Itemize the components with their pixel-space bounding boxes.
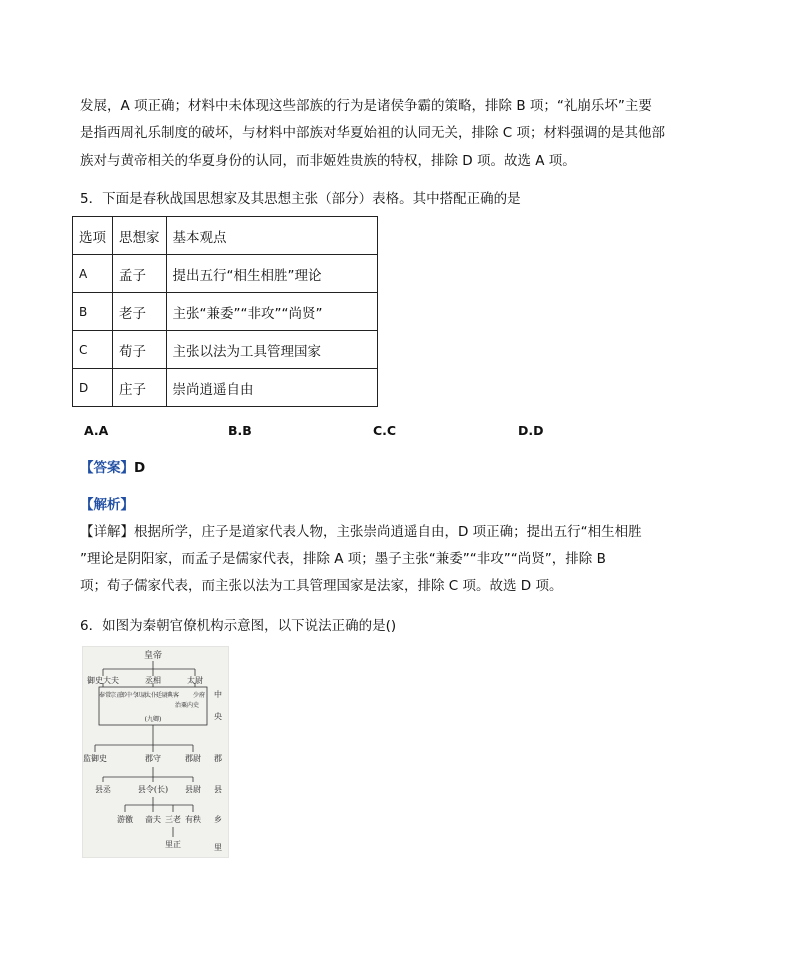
diagram-nine-minister: 治粟内史 xyxy=(174,702,200,709)
diagram-nine-ministers-label: (九卿) xyxy=(144,716,162,723)
table-header-cell: 思想家 xyxy=(113,217,167,255)
diagram-commandery-official: 监御史 xyxy=(83,754,107,763)
table-header-cell: 选项 xyxy=(73,217,113,255)
option-a: A.A xyxy=(84,423,109,438)
diagram-commandery-official: 郡守 xyxy=(145,754,161,763)
answer-label: 【答案】 xyxy=(80,460,134,476)
diagram-county-official: 县尉 xyxy=(185,785,201,794)
answer-line xyxy=(80,459,145,477)
diagram-county-official: 县令(长) xyxy=(137,785,169,794)
table-cell: 老子 xyxy=(113,293,167,331)
diagram-level-label: 央 xyxy=(214,712,222,721)
question-5-stem: 5．下面是春秋战国思想家及其思想主张（部分）表格。其中搭配正确的是 xyxy=(80,191,521,207)
table-cell: D xyxy=(73,369,113,407)
detail-line-3: 项；荀子儒家代表，而主张以法为工具管理国家是法家，排除 C 项。故选 D 项。 xyxy=(80,578,563,594)
diagram-township-official: 三老 xyxy=(165,815,181,824)
diagram-nine-minister: 廷尉 xyxy=(155,692,169,699)
diagram-nine-minister: 太仆 xyxy=(144,692,158,699)
diagram-level-label: 郡 xyxy=(214,754,222,763)
paragraph-line-2: 是指西周礼乐制度的破坏，与材料中部族对华夏始祖的认同无关，排除 C 项；材料强调的是其他部 xyxy=(80,125,666,141)
thinkers-table xyxy=(72,216,378,407)
diagram-nine-minister: 奉常 xyxy=(98,692,112,699)
diagram-level-label: 中 xyxy=(214,690,222,699)
table-cell: 提出五行“相生相胜”理论 xyxy=(166,255,377,293)
diagram-level-label: 乡 xyxy=(214,815,222,824)
detail-line-1: 【详解】根据所学，庄子是道家代表人物，主张崇尚逍遥自由，D 项正确；提出五行“相生相胜 xyxy=(80,524,642,540)
option-d: D.D xyxy=(518,423,544,438)
option-b: B.B xyxy=(228,423,252,438)
paragraph-line-3: 族对与黄帝相关的华夏身份的认同，而非姬姓贵族的特权，排除 D 项。故选 A 项。 xyxy=(80,153,576,169)
paragraph-line-1: 发展，A 项正确；材料中未体现这些部族的行为是诸侯争霸的策略，排除 B 项；“礼崩乐坏”主要 xyxy=(80,98,652,114)
table-cell: B xyxy=(73,293,113,331)
table-row xyxy=(73,255,378,293)
table-header-cell: 基本观点 xyxy=(166,217,377,255)
diagram-nine-minister: 典客 xyxy=(166,692,180,699)
diagram-central-minister: 丞相 xyxy=(145,676,161,685)
qin-bureaucracy-diagram xyxy=(82,646,229,858)
answer-value: D xyxy=(134,460,146,476)
table-cell: C xyxy=(73,331,113,369)
diagram-nine-minister: 郎中令 xyxy=(119,692,139,699)
option-c: C.C xyxy=(373,423,397,438)
table-cell: 主张以法为工具管理国家 xyxy=(166,331,377,369)
diagram-emperor: 皇帝 xyxy=(143,651,163,661)
table-row xyxy=(73,293,378,331)
diagram-township-official: 有秩 xyxy=(185,815,201,824)
table-cell: 荀子 xyxy=(113,331,167,369)
table-cell: 孟子 xyxy=(113,255,167,293)
diagram-nine-minister: 卫尉 xyxy=(134,692,148,699)
table-cell: 庄子 xyxy=(113,369,167,407)
diagram-township-official: 啬夫 xyxy=(145,815,161,824)
question-6-stem: 6．如图为秦朝官僚机构示意图，以下说法正确的是() xyxy=(80,618,397,634)
table-cell: A xyxy=(73,255,113,293)
table-cell: 主张“兼委”“非攻”“尚贤” xyxy=(166,293,377,331)
table-row xyxy=(73,369,378,407)
diagram-central-minister: 太尉 xyxy=(187,676,203,685)
diagram-central-minister: 御史大夫 xyxy=(87,676,119,685)
diagram-township-official: 游徼 xyxy=(117,815,133,824)
diagram-nine-minister: 少府 xyxy=(192,692,206,699)
table-cell: 崇尚逍遥自由 xyxy=(166,369,377,407)
analysis-label: 【解析】 xyxy=(80,497,134,513)
detail-line-2: ”理论是阴阳家，而孟子是儒家代表，排除 A 项；墨子主张“兼委”“非攻”“尚贤”，排除 B xyxy=(80,551,606,567)
diagram-commandery-official: 郡尉 xyxy=(185,754,201,763)
diagram-level-label: 县 xyxy=(214,785,222,794)
diagram-nine-minister: 宗正 xyxy=(109,692,123,699)
diagram-level-label: 里 xyxy=(214,843,222,852)
table-row xyxy=(73,331,378,369)
diagram-county-official: 县丞 xyxy=(95,785,111,794)
diagram-village-official: 里正 xyxy=(165,840,181,849)
table-header-row xyxy=(73,217,378,255)
